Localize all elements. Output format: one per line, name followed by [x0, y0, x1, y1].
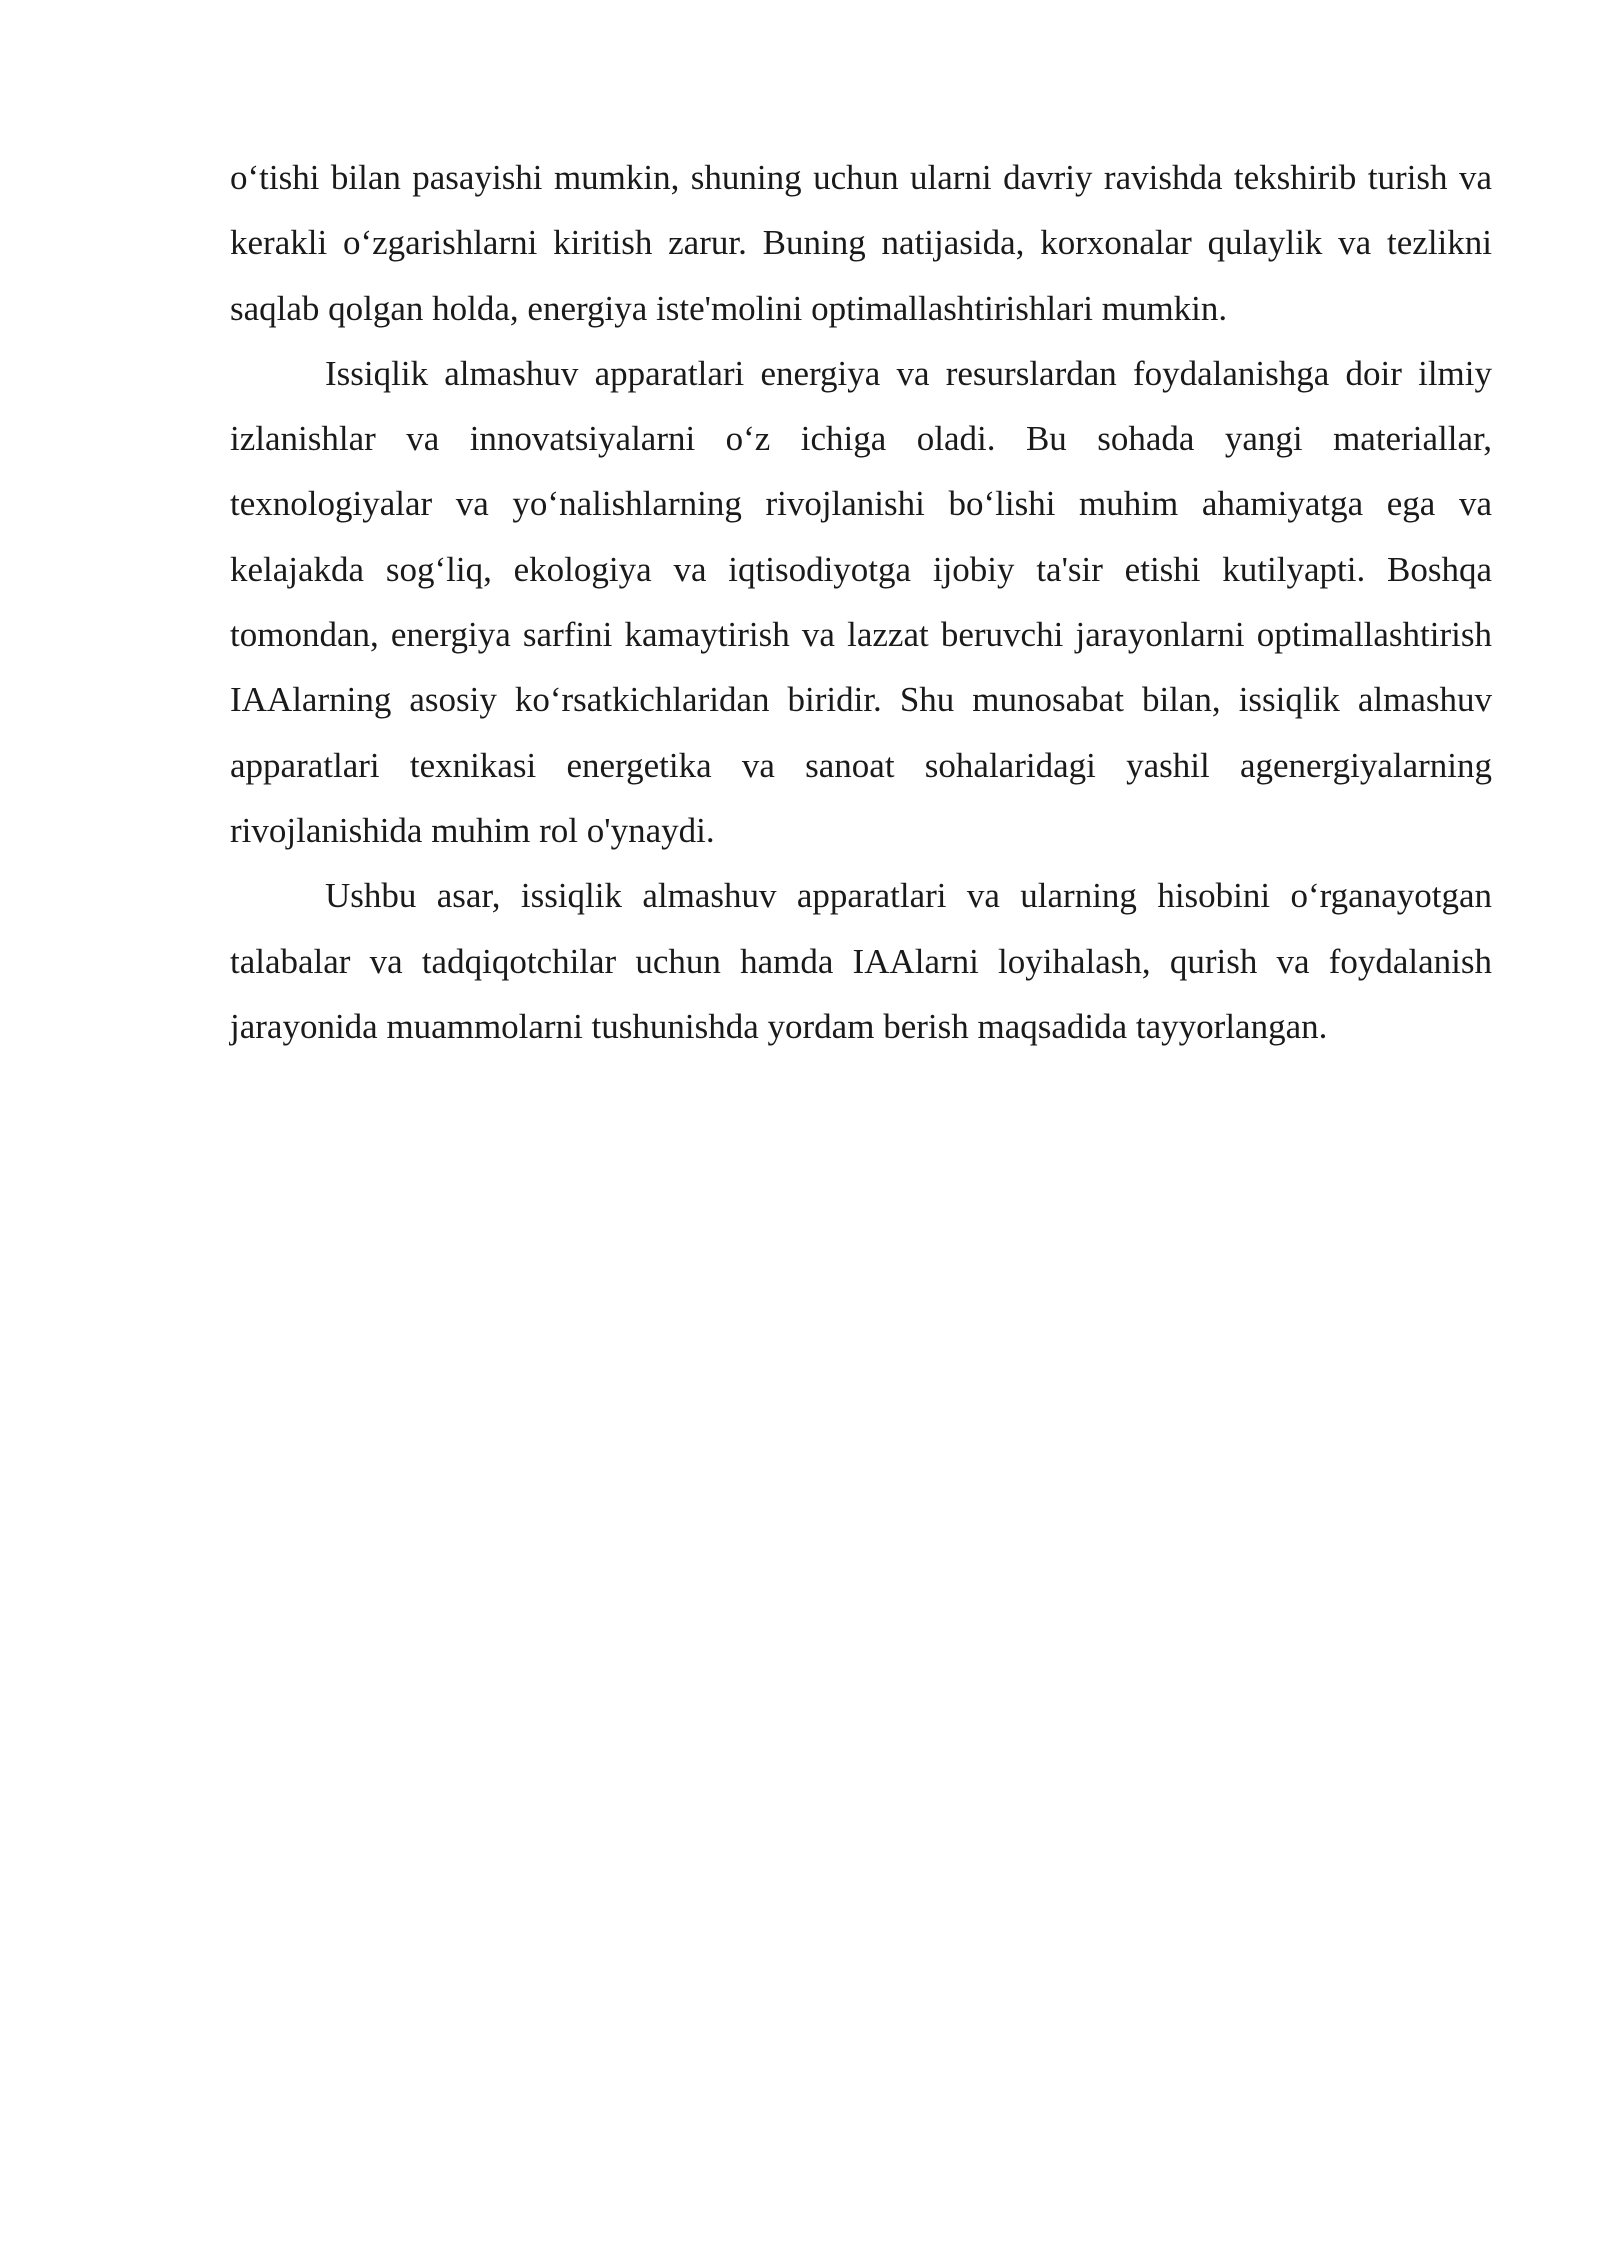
paragraph-continuation: o‘tishi bilan pasayishi mumkin, shuning uchun ularni davriy ravishda tekshirib turish va kerakli o‘zgarishlarni kiritish zarur. Buning natijasida, korxonalar qulaylik va tezlikni saqlab qolgan holda, energiya iste'molini optimallashtirishlari mumkin. — [230, 158, 1492, 328]
paragraph-purpose: Ushbu asar, issiqlik almashuv apparatlari va ularning hisobini o‘rganayotgan talabalar va tadqiqotchilar uchun hamda IAAlarni loyihalash, qurish va foydalanish jarayonida muammolarni tushunishda yordam berish maqsadida tayyorlangan. — [230, 876, 1492, 1046]
document-body — [230, 145, 1492, 1059]
paragraph-heat-exchangers-research: Issiqlik almashuv apparatlari energiya va resurslardan foydalanishga doir ilmiy izlanishlar va innovatsiyalarni o‘z ichiga oladi. Bu sohada yangi materiallar, texnologiyalar va yo‘nalishlarning rivojlanishi bo‘lishi muhim ahamiyatga ega va kelajakda sog‘liq, ekologiya va iqtisodiyotga ijobiy ta'sir etishi kutilyapti. Boshqa tomondan, energiya sarfini kamaytirish va lazzat beruvchi jarayonlarni optimallashtirish IAAlarning asosiy ko‘rsatkichlaridan biridir. Shu munosabat bilan, issiqlik almashuv apparatlari texnikasi energetika va sanoat sohalaridagi yashil agenergiyalarning rivojlanishida muhim rol o'ynaydi. — [230, 353, 1492, 850]
